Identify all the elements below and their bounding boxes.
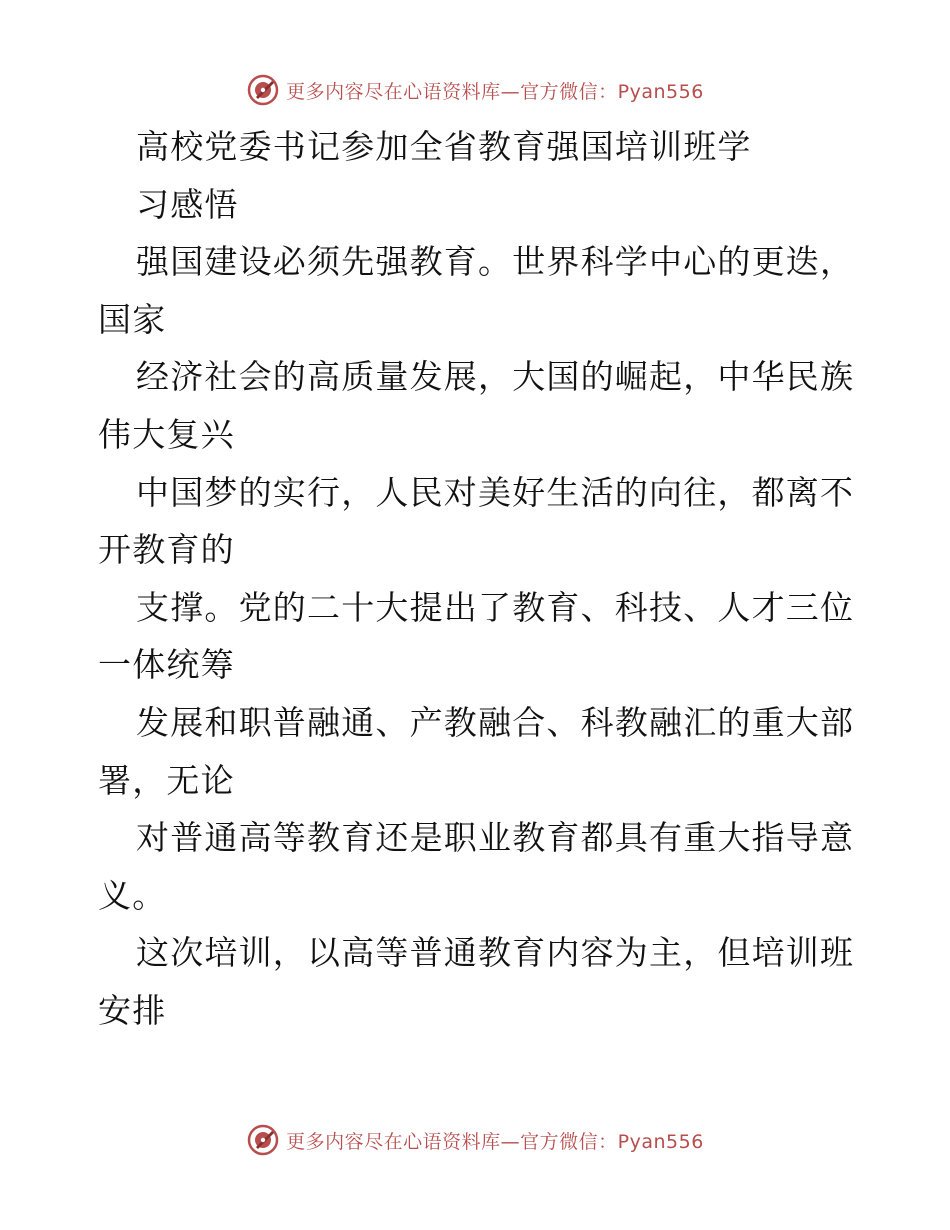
header-banner-text: 更多内容尽在心语资料库—官方微信：Pyan556 [286, 80, 704, 103]
text-line: 高校党委书记参加全省教育强国培训班学 [136, 127, 752, 166]
text-line: 强国建设必须先强教育。世界科学中心的更迭， [136, 242, 855, 282]
pen-nib-circle-icon [246, 1123, 280, 1157]
text-line: 署，无论 [98, 760, 235, 800]
document-body [98, 118, 858, 1040]
text-line: 安排 [98, 990, 167, 1030]
pen-nib-circle-icon [246, 73, 280, 107]
text-line: 这次培训，以高等普通教育内容为主，但培训班 [136, 933, 855, 973]
text-line: 对普通高等教育还是职业教育都具有重大指导意 [136, 818, 855, 858]
text-line: 国家 [98, 299, 167, 339]
header-banner [0, 72, 950, 108]
text-line: 经济社会的高质量发展，大国的崛起，中华民族 [136, 357, 855, 397]
text-line: 习感悟 [136, 184, 239, 224]
text-line: 一体统筹 [98, 645, 235, 685]
text-line: 中国梦的实行，人民对美好生活的向往，都离不 [136, 472, 855, 512]
text-line: 伟大复兴 [98, 414, 235, 454]
footer-banner-text: 更多内容尽在心语资料库—官方微信：Pyan556 [286, 1130, 704, 1153]
text-line: 发展和职普融通、产教融合、科教融汇的重大部 [136, 702, 855, 742]
text-line: 支撑。党的二十大提出了教育、科技、人才三位 [136, 587, 855, 627]
text-line: 义。 [98, 875, 167, 915]
footer-banner [0, 1122, 950, 1158]
text-line: 开教育的 [98, 530, 235, 570]
